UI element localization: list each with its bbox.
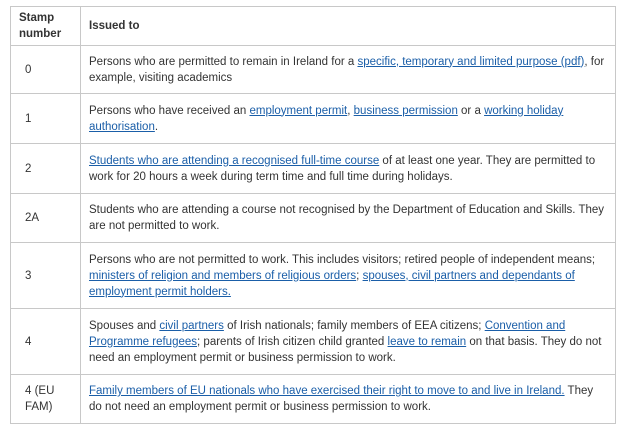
description-text: They do not need an employment permit or business permission to work. [89,385,594,413]
table-row [11,194,616,243]
stamp-number-cell: 1 [11,94,81,144]
description-text: , [347,104,354,117]
issued-to-cell [81,46,616,94]
description-text: Spouses and [89,319,160,332]
description-text: or a [457,104,485,117]
table-row [11,94,616,144]
info-link[interactable]: civil partners [159,319,224,332]
table-row [11,309,616,375]
description-text: of at least one year. They are permitted to work for 20 hours a week during term time and full time during holidays. [89,154,596,183]
table-row [11,144,616,194]
description-text: Persons who have received an [89,104,250,117]
table-row [11,243,616,309]
stamp-number-cell: 4 [11,309,81,375]
info-link[interactable]: employment permit [249,104,348,117]
stamp-number-cell: 2 [11,144,81,194]
description-text: Persons who are permitted to remain in Ireland for a [89,55,358,68]
stamp-number-header: Stamp number [11,7,81,46]
description-text: on that basis. They do not need an employment permit or business permission to work. [89,335,602,364]
issued-to-header: Issued to [81,7,616,46]
table-row [11,375,616,424]
info-link[interactable]: Family members of EU nationals who have exercised their right to move to and live in Ireland. [89,385,565,397]
issued-to-cell [81,375,616,424]
info-link[interactable]: ministers of religion and members of religious orders [89,269,357,282]
issued-to-cell [81,94,616,144]
issued-to-cell [81,144,616,194]
issued-to-cell [81,194,616,243]
issued-to-cell [81,309,616,375]
description-text: Persons who are not permitted to work. This includes visitors; retired people of independent means; [89,253,596,266]
stamp-table [10,6,616,424]
issued-to-cell [81,243,616,309]
description-text: ; [356,269,363,282]
stamp-number-cell: 2A [11,194,81,243]
description-text: of Irish nationals; family members of EEA citizens; [223,319,485,332]
info-link[interactable]: working holiday authorisation [89,104,564,133]
info-link[interactable]: specific, temporary and limited purpose (pdf) [357,55,585,68]
info-link[interactable]: spouses, civil partners and dependants of employment permit holders. [89,269,575,298]
stamp-number-cell: 3 [11,243,81,309]
description-text: , for example, visiting academics [89,55,605,84]
description-text: ; parents of Irish citizen child granted [197,335,388,348]
info-link[interactable]: Students who are attending a recognised full-time course [89,154,380,167]
stamp-number-cell: 4 (EU FAM) [11,375,81,424]
info-link[interactable]: leave to remain [387,335,467,348]
table-header-row [11,7,616,46]
info-link[interactable]: Convention and Programme refugees [89,319,566,348]
info-link[interactable]: business permission [353,104,458,117]
stamp-number-cell: 0 [11,46,81,94]
description-text: . [154,120,159,133]
table-row [11,46,616,94]
description-text: Students who are attending a course not recognised by the Department of Education and Skills. They are not permitted to work. [89,204,605,232]
